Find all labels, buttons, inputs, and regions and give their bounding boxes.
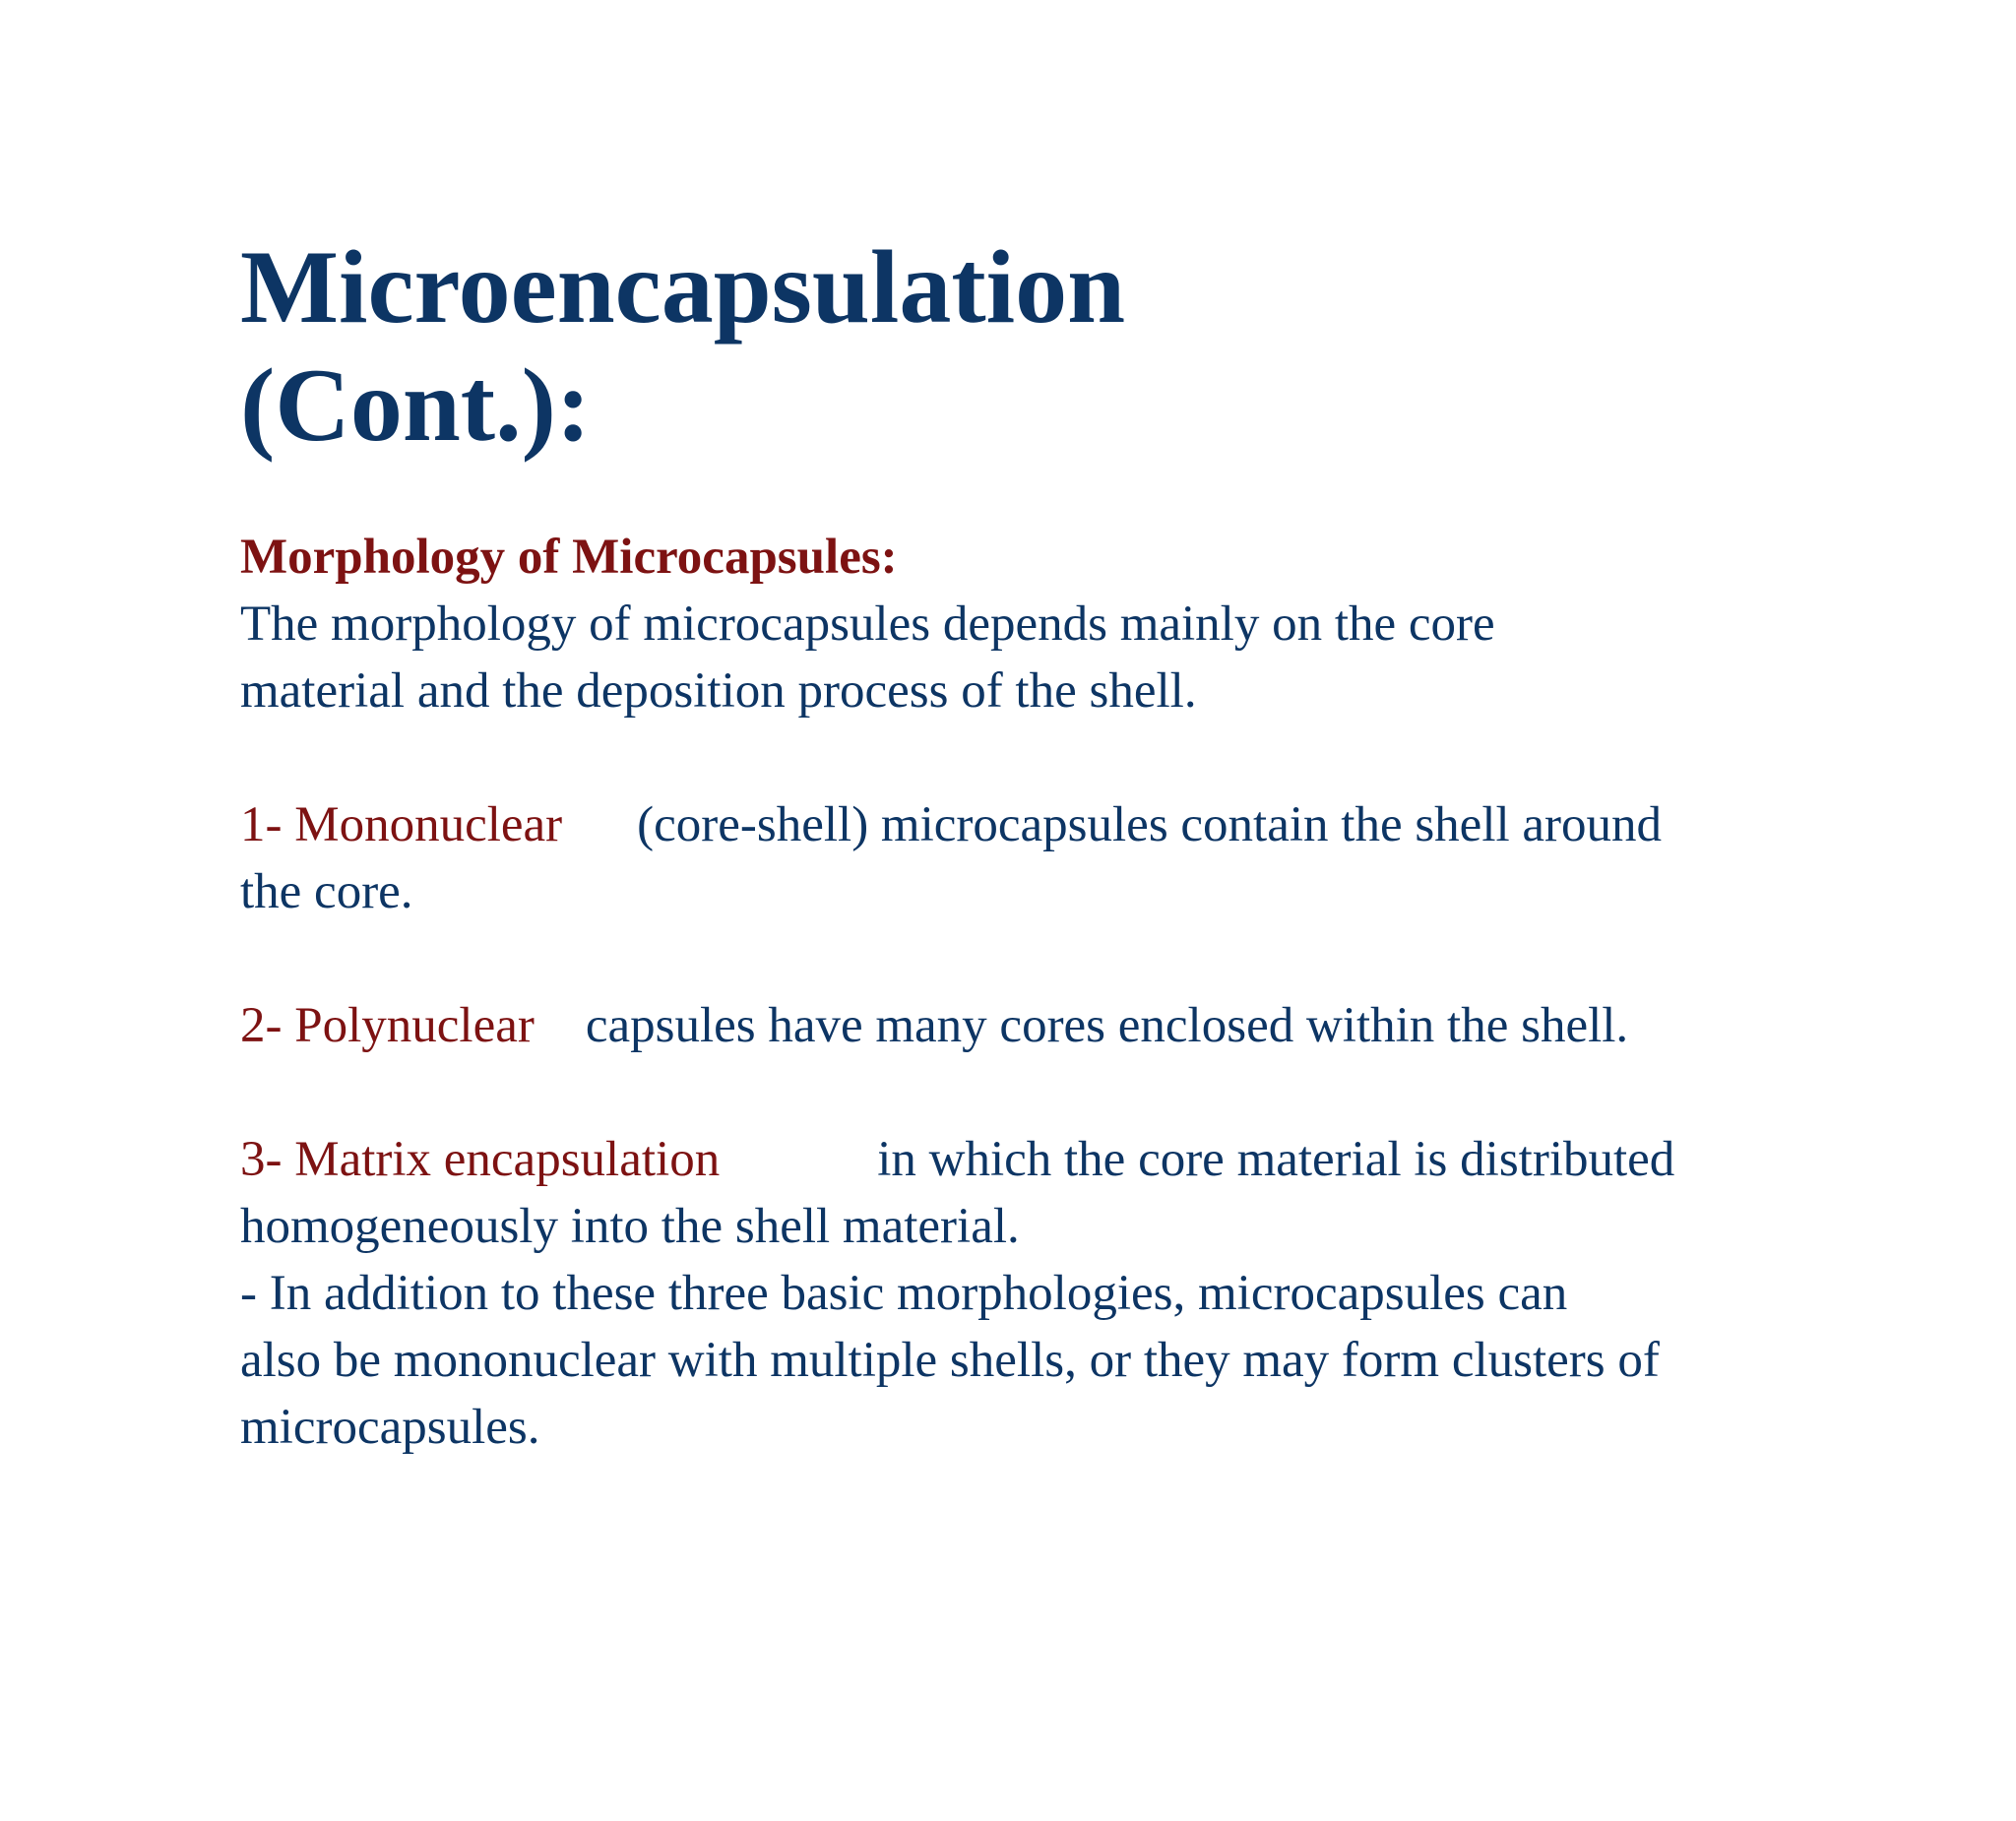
list-item-line	[240, 992, 1914, 1059]
list-item-polynuclear	[240, 992, 1914, 1059]
note-line-1: - In addition to these three basic morphologies, microcapsules can	[240, 1266, 1568, 1321]
item-text: capsules have many cores enclosed within the shell.	[585, 998, 1629, 1053]
item-text: (core-shell) microcapsules contain the shell around	[637, 797, 1663, 852]
slide-title	[240, 228, 1618, 465]
spacer	[240, 724, 1914, 791]
item-text: in which the core material is distributed	[877, 1132, 1675, 1187]
term-matrix-encapsulation: 3- Matrix encapsulation	[240, 1132, 721, 1187]
intro-line-1: The morphology of microcapsules depends mainly on the core	[240, 597, 1495, 652]
intro-line-2: material and the deposition process of the shell.	[240, 663, 1197, 719]
title-line-2: (Cont.):	[240, 347, 592, 463]
spacer	[240, 925, 1914, 992]
spacer	[240, 1059, 1914, 1126]
item-text-continued: homogeneously into the shell material.	[240, 1199, 1020, 1254]
list-item-line	[240, 1126, 1914, 1193]
list-item-matrix-encapsulation	[240, 1126, 1914, 1260]
title-line-1: Microencapsulation	[240, 229, 1126, 345]
slide-body	[240, 524, 1914, 1461]
additional-note	[240, 1260, 1914, 1461]
note-line-2: also be mononuclear with multiple shells, or they may form clusters of	[240, 1333, 1660, 1388]
term-polynuclear: 2- Polynuclear	[240, 998, 535, 1053]
section-heading: Morphology of Microcapsules:	[240, 530, 898, 585]
list-item-mononuclear	[240, 791, 1914, 925]
item-text-continued: the core.	[240, 864, 413, 919]
term-mononuclear: 1- Mononuclear	[240, 797, 563, 852]
note-line-3: microcapsules.	[240, 1400, 540, 1455]
list-item-line	[240, 791, 1914, 858]
